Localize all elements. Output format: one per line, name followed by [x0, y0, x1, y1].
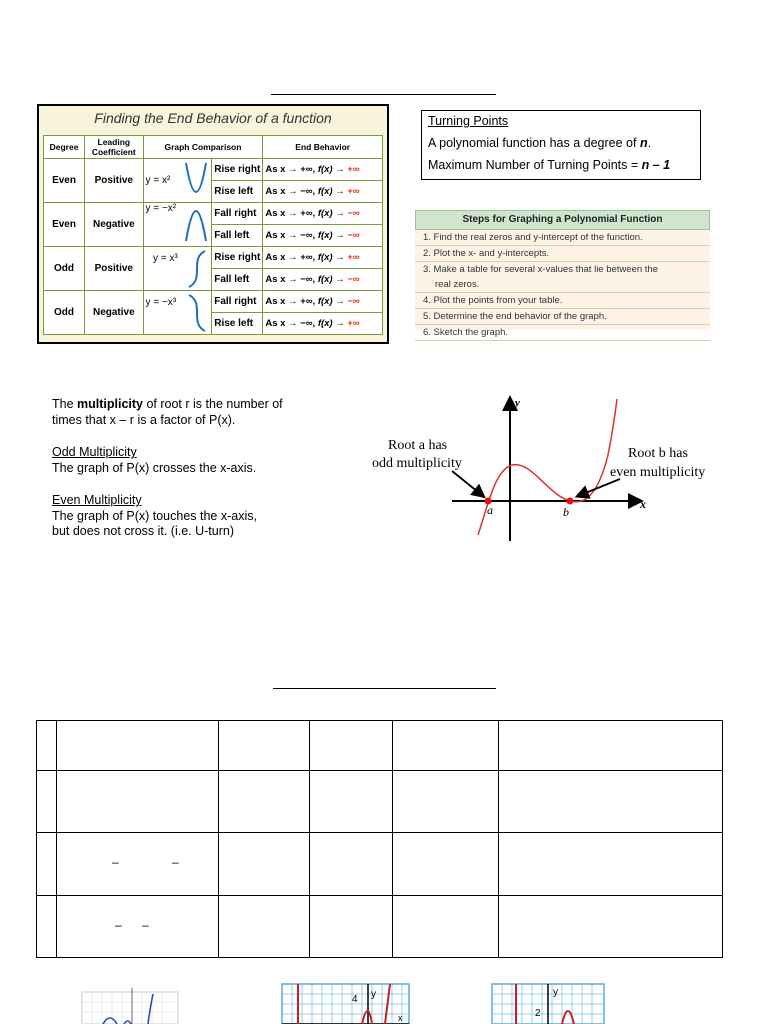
equation: y = x³ [153, 253, 178, 264]
graph-comparison-cell [143, 247, 212, 291]
step-item: 4. Plot the points from your table. [415, 293, 710, 309]
table-cell [393, 896, 499, 958]
table-cell [57, 833, 219, 896]
odd-multiplicity-text: The graph of P(x) crosses the x-axis. [52, 460, 257, 475]
row-degree: Even [44, 159, 85, 203]
behavior-label: Rise right [212, 247, 263, 269]
multiplicity-definition-cont: times that x – r is a factor of P(x). [52, 412, 236, 427]
behavior-label: Fall right [212, 291, 263, 313]
table-cell [393, 833, 499, 896]
even-multiplicity-text-cont: but does not cross it. (i.e. U-turn) [52, 524, 235, 538]
equation: y = −x³ [145, 297, 177, 308]
graphing-steps-box [415, 210, 710, 338]
root-b-letter: b [563, 505, 569, 519]
table-cell [37, 896, 57, 958]
root-a-letter: a [487, 503, 493, 517]
thumbnail-graph-3 [492, 984, 604, 1024]
bottom-graph-thumbnails [0, 980, 768, 1024]
table-cell [499, 833, 723, 896]
table-cell [37, 833, 57, 896]
behavior-rule: As x → +∞, f(x) → +∞ [263, 247, 383, 269]
dash-mark: – [172, 855, 179, 869]
table-cell [499, 771, 723, 833]
x-axis-label: x [640, 497, 646, 511]
step-item: 1. Find the real zeros and y-intercept of the function. [415, 230, 710, 246]
behavior-rule: As x → −∞, f(x) → +∞ [263, 313, 383, 335]
behavior-rule: As x → −∞, f(x) → −∞ [263, 269, 383, 291]
step-item: real zeros. [415, 277, 710, 293]
table-cell [310, 771, 393, 833]
table-cell [219, 896, 310, 958]
thumb2-label-4: 4 [352, 994, 358, 1005]
root-b-point [567, 498, 574, 505]
thumb3-label-2: 2 [535, 1008, 541, 1019]
multiplicity-definition: The multiplicity of root r is the number of [52, 397, 283, 411]
step-item: 3. Make a table for several x-values that lie between the [423, 264, 658, 275]
graph-sketch-up-parabola [183, 161, 209, 199]
table-cell [57, 771, 219, 833]
table-cell [57, 896, 219, 958]
polynomial-curve [478, 399, 617, 535]
even-multiplicity-text: The graph of P(x) touches the x-axis, [52, 508, 257, 523]
dash-mark: – [142, 918, 149, 932]
graph-comparison-cell [143, 203, 212, 247]
multiplicity-graph [370, 395, 715, 545]
row-degree: Odd [44, 291, 85, 335]
blank-table [36, 720, 723, 958]
dash-mark: – [115, 918, 122, 932]
header-graph-comparison: Graph Comparison [143, 136, 263, 159]
behavior-rule: As x → −∞, f(x) → −∞ [263, 225, 383, 247]
row-coefficient: Positive [85, 159, 143, 203]
root-a-label-line1: Root a has [388, 438, 448, 453]
turning-points-max-text: Maximum Number of Turning Points = n – 1 [428, 158, 671, 172]
table-cell [37, 721, 57, 771]
multiplicity-text [52, 397, 342, 540]
turning-points-box [421, 110, 701, 180]
arrow-to-root-a [452, 471, 483, 496]
graph-comparison-cell [143, 291, 212, 335]
step-item: 2. Plot the x- and y-intercepts. [415, 246, 710, 262]
root-a-label-line2: odd multiplicity [372, 456, 462, 471]
thumbnail-graph-1 [82, 988, 178, 1024]
row-degree: Even [44, 203, 85, 247]
turning-points-heading: Turning Points [428, 114, 509, 128]
table-cell [310, 833, 393, 896]
even-multiplicity-heading: Even Multiplicity [52, 493, 142, 507]
table-cell [499, 896, 723, 958]
behavior-label: Rise left [212, 313, 263, 335]
y-axis-label: y [515, 397, 520, 409]
behavior-rule: As x → +∞, f(x) → −∞ [263, 291, 383, 313]
table-cell [310, 721, 393, 771]
end-behavior-table [43, 135, 383, 335]
table-cell [219, 771, 310, 833]
graph-comparison-cell [143, 159, 212, 203]
step-item: 5. Determine the end behavior of the graph. [415, 309, 710, 325]
end-behavior-title: Finding the End Behavior of a function [94, 110, 332, 126]
step-item: 6. Sketch the graph. [415, 325, 710, 341]
thumb3-label-y: y [553, 987, 558, 998]
end-behavior-panel [37, 104, 389, 344]
row-coefficient: Negative [85, 291, 143, 335]
graph-sketch-cubic-down [185, 293, 209, 333]
table-cell [37, 771, 57, 833]
odd-multiplicity-heading: Odd Multiplicity [52, 445, 137, 459]
behavior-rule: As x → −∞, f(x) → +∞ [263, 181, 383, 203]
top-rule [271, 94, 496, 95]
behavior-label: Fall left [212, 225, 263, 247]
table-cell [219, 833, 310, 896]
table-cell [499, 721, 723, 771]
root-b-label-line2: even multiplicity [610, 465, 706, 480]
behavior-label: Rise right [212, 159, 263, 181]
header-end-behavior: End Behavior [263, 136, 383, 159]
graph-sketch-down-parabola [183, 205, 209, 243]
thumb2-label-y: y [371, 989, 376, 1000]
behavior-label: Fall left [212, 269, 263, 291]
equation: y = −x² [145, 203, 177, 214]
middle-rule [273, 688, 496, 689]
thumbnail-graph-2 [282, 984, 409, 1024]
steps-heading: Steps for Graphing a Polynomial Function [415, 210, 710, 230]
thumb2-label-x: x [398, 1013, 403, 1023]
table-cell [57, 721, 219, 771]
table-cell [393, 721, 499, 771]
row-degree: Odd [44, 247, 85, 291]
behavior-rule: As x → +∞, f(x) → −∞ [263, 203, 383, 225]
dash-mark: – [112, 855, 119, 869]
table-cell [393, 771, 499, 833]
behavior-label: Fall right [212, 203, 263, 225]
header-leading-coefficient: Leading Coefficient [85, 136, 143, 159]
row-coefficient: Positive [85, 247, 143, 291]
table-cell [310, 896, 393, 958]
equation: y = x² [145, 175, 171, 186]
root-b-label-line1: Root b has [628, 446, 688, 461]
behavior-label: Rise left [212, 181, 263, 203]
header-degree: Degree [44, 136, 85, 159]
graph-sketch-cubic-up [185, 249, 209, 289]
behavior-rule: As x → +∞, f(x) → +∞ [263, 159, 383, 181]
table-cell [219, 721, 310, 771]
turning-points-degree-text: A polynomial function has a degree of n. [428, 136, 652, 150]
row-coefficient: Negative [85, 203, 143, 247]
